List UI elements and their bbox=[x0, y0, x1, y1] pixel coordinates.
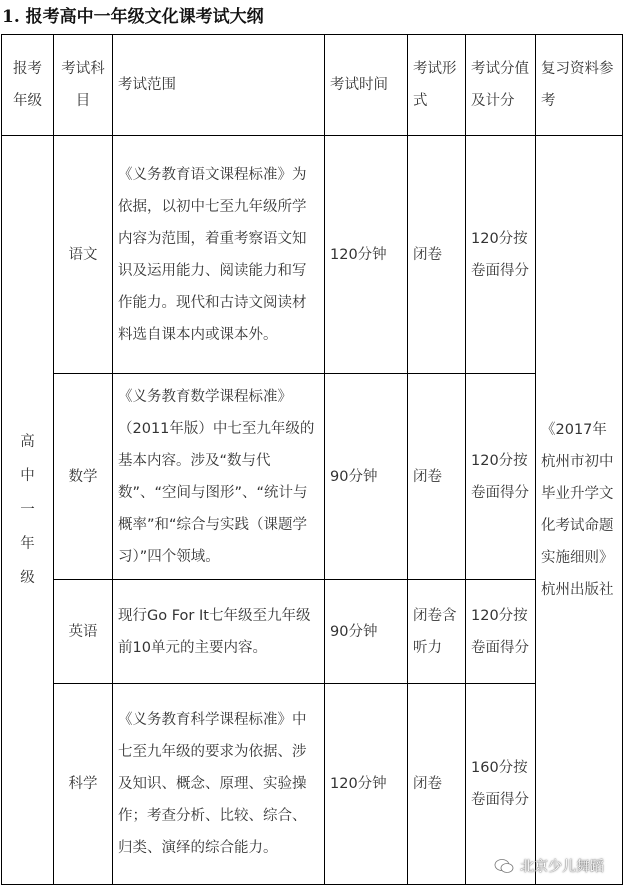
time-cell: 120分钟 bbox=[325, 136, 408, 374]
reference-cell: 《2017年杭州市初中毕业升学文化考试命题实施细则》杭州出版社 bbox=[536, 136, 623, 885]
score-cell: 120分按卷面得分 bbox=[466, 136, 536, 374]
form-cell: 闭卷 bbox=[408, 684, 466, 885]
form-cell: 闭卷含听力 bbox=[408, 580, 466, 684]
subject-cell: 科学 bbox=[54, 684, 113, 885]
form-cell: 闭卷 bbox=[408, 374, 466, 580]
grade-cell bbox=[2, 136, 54, 885]
exam-outline-table bbox=[1, 34, 623, 885]
watermark-text: 北京少儿舞蹈 bbox=[520, 859, 604, 875]
scope-cell: 《义务教育语文课程标准》为依据，以初中七至九年级所学内容为范围，着重考察语文知识及运用能力、阅读能力和写作能力。现代和古诗文阅读材料选自课本内或课本外。 bbox=[113, 136, 325, 374]
subject-cell: 英语 bbox=[54, 580, 113, 684]
table-row bbox=[2, 580, 623, 684]
scope-cell: 现行Go For It七年级至九年级前10单元的主要内容。 bbox=[113, 580, 325, 684]
table-header-row bbox=[2, 35, 623, 136]
table-row bbox=[2, 374, 623, 580]
time-cell: 90分钟 bbox=[325, 374, 408, 580]
grade-char: 高 bbox=[20, 434, 35, 450]
grade-char: 年 bbox=[20, 536, 35, 552]
header-time: 考试时间 bbox=[325, 35, 408, 136]
score-cell: 120分按卷面得分 bbox=[466, 580, 536, 684]
score-cell: 160分按卷面得分 bbox=[466, 684, 536, 885]
wechat-icon bbox=[494, 858, 514, 874]
header-scope: 考试范围 bbox=[113, 35, 325, 136]
form-cell: 闭卷 bbox=[408, 136, 466, 374]
header-form: 考试形式 bbox=[408, 35, 466, 136]
time-cell: 120分钟 bbox=[325, 684, 408, 885]
header-score: 考试分值及计分 bbox=[466, 35, 536, 136]
score-cell: 120分按卷面得分 bbox=[466, 374, 536, 580]
grade-char: 级 bbox=[20, 570, 35, 586]
grade-char: 一 bbox=[20, 502, 35, 518]
subject-cell: 数学 bbox=[54, 374, 113, 580]
header-reference: 复习资料参考 bbox=[536, 35, 623, 136]
grade-char: 中 bbox=[20, 468, 35, 484]
time-cell: 90分钟 bbox=[325, 580, 408, 684]
subject-cell: 语文 bbox=[54, 136, 113, 374]
table-row bbox=[2, 136, 623, 374]
watermark bbox=[494, 856, 604, 876]
grade-label bbox=[2, 425, 53, 595]
header-grade: 报考年级 bbox=[2, 35, 54, 136]
table-row bbox=[2, 684, 623, 885]
document-title: 1. 报考高中一年级文化课考试大纲 bbox=[2, 7, 264, 27]
scope-cell: 《义务教育科学课程标准》中七至九年级的要求为依据、涉及知识、概念、原理、实验操作；考查分析、比较、综合、归类、演绎的综合能力。 bbox=[113, 684, 325, 885]
scope-cell: 《义务教育数学课程标准》（2011年版）中七至九年级的基本内容。涉及“数与代数”、“空间与图形”、“统计与概率”和“综合与实践（课题学习）”四个领域。 bbox=[113, 374, 325, 580]
header-subject: 考试科目 bbox=[54, 35, 113, 136]
